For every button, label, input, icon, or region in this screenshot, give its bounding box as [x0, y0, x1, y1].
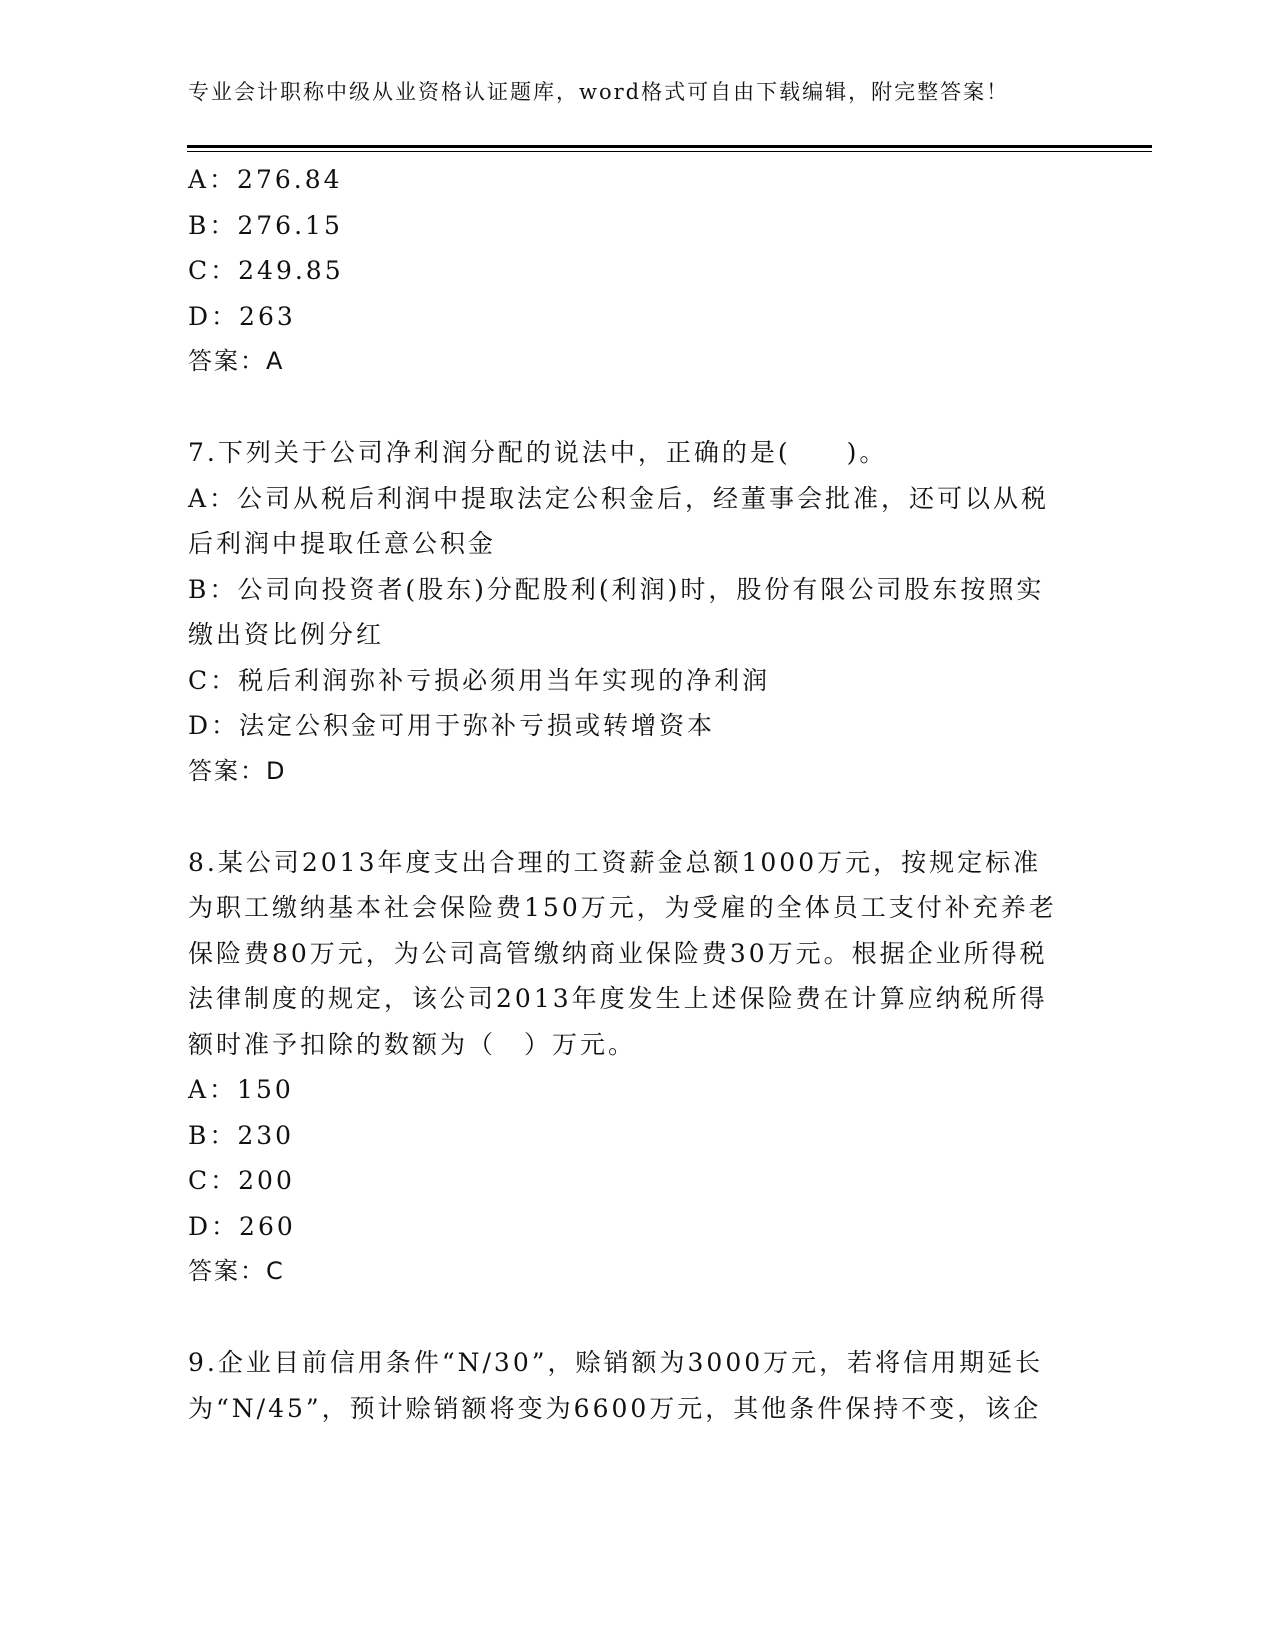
spacer — [188, 385, 1068, 431]
q7-option-b: B：公司向投资者(股东)分配股利(利润)时，股份有限公司股东按照实缴出资比例分红 — [188, 574, 1045, 649]
q7-option-a: A：公司从税后利润中提取法定公积金后，经董事会批准，还可以从税后利润中提取任意公积金 — [188, 483, 1050, 558]
q9-stem: 9.企业目前信用条件“N/30”，赊销额为3000万元，若将信用期延长为“N/45”，预计赊销额将变为6600万元，其他条件保持不变，该企 — [188, 1348, 1044, 1423]
q7-stem: 7.下列关于公司净利润分配的说法中，正确的是( )。 — [188, 438, 888, 467]
q6-option-b: B：276.15 — [188, 210, 343, 240]
q8-answer: 答案：C — [188, 1257, 285, 1285]
document-body — [188, 157, 1068, 1431]
page-header: 专业会计职称中级从业资格认证题库，word格式可自由下载编辑，附完整答案！ — [188, 80, 1010, 104]
spacer — [188, 794, 1068, 840]
q7-answer: 答案：D — [188, 756, 287, 785]
spacer — [188, 1295, 1068, 1341]
q6-option-c: C：249.85 — [188, 256, 344, 285]
q6-option-a: A：276.84 — [188, 165, 343, 194]
q7-option-d: D：法定公积金可用于弥补亏损或转增资本 — [188, 711, 716, 740]
q8-option-b: B：230 — [188, 1120, 295, 1150]
q8-option-d: D：260 — [188, 1211, 296, 1241]
header-rule-thin — [187, 151, 1152, 152]
q8-stem: 8.某公司2013年度支出合理的工资薪金总额1000万元，按规定标准为职工缴纳基本社会保险费150万元，为受雇的全体员工支付补充养老保险费80万元，为公司高管缴纳商业保险费30万元。根据企业所得税法律制度的规定，该公司2013年度发生上述保险费在计算应纳税所得额时准予扣除的数额为（ ）万元。 — [188, 847, 1057, 1059]
header-rule-thick — [187, 145, 1152, 148]
q8-option-c: C：200 — [188, 1166, 295, 1195]
q6-option-d: D：263 — [188, 301, 296, 331]
q8-option-a: A：150 — [188, 1075, 294, 1104]
q6-answer: 答案：A — [188, 347, 285, 375]
q7-option-c: C：税后利润弥补亏损必须用当年实现的净利润 — [188, 665, 771, 695]
